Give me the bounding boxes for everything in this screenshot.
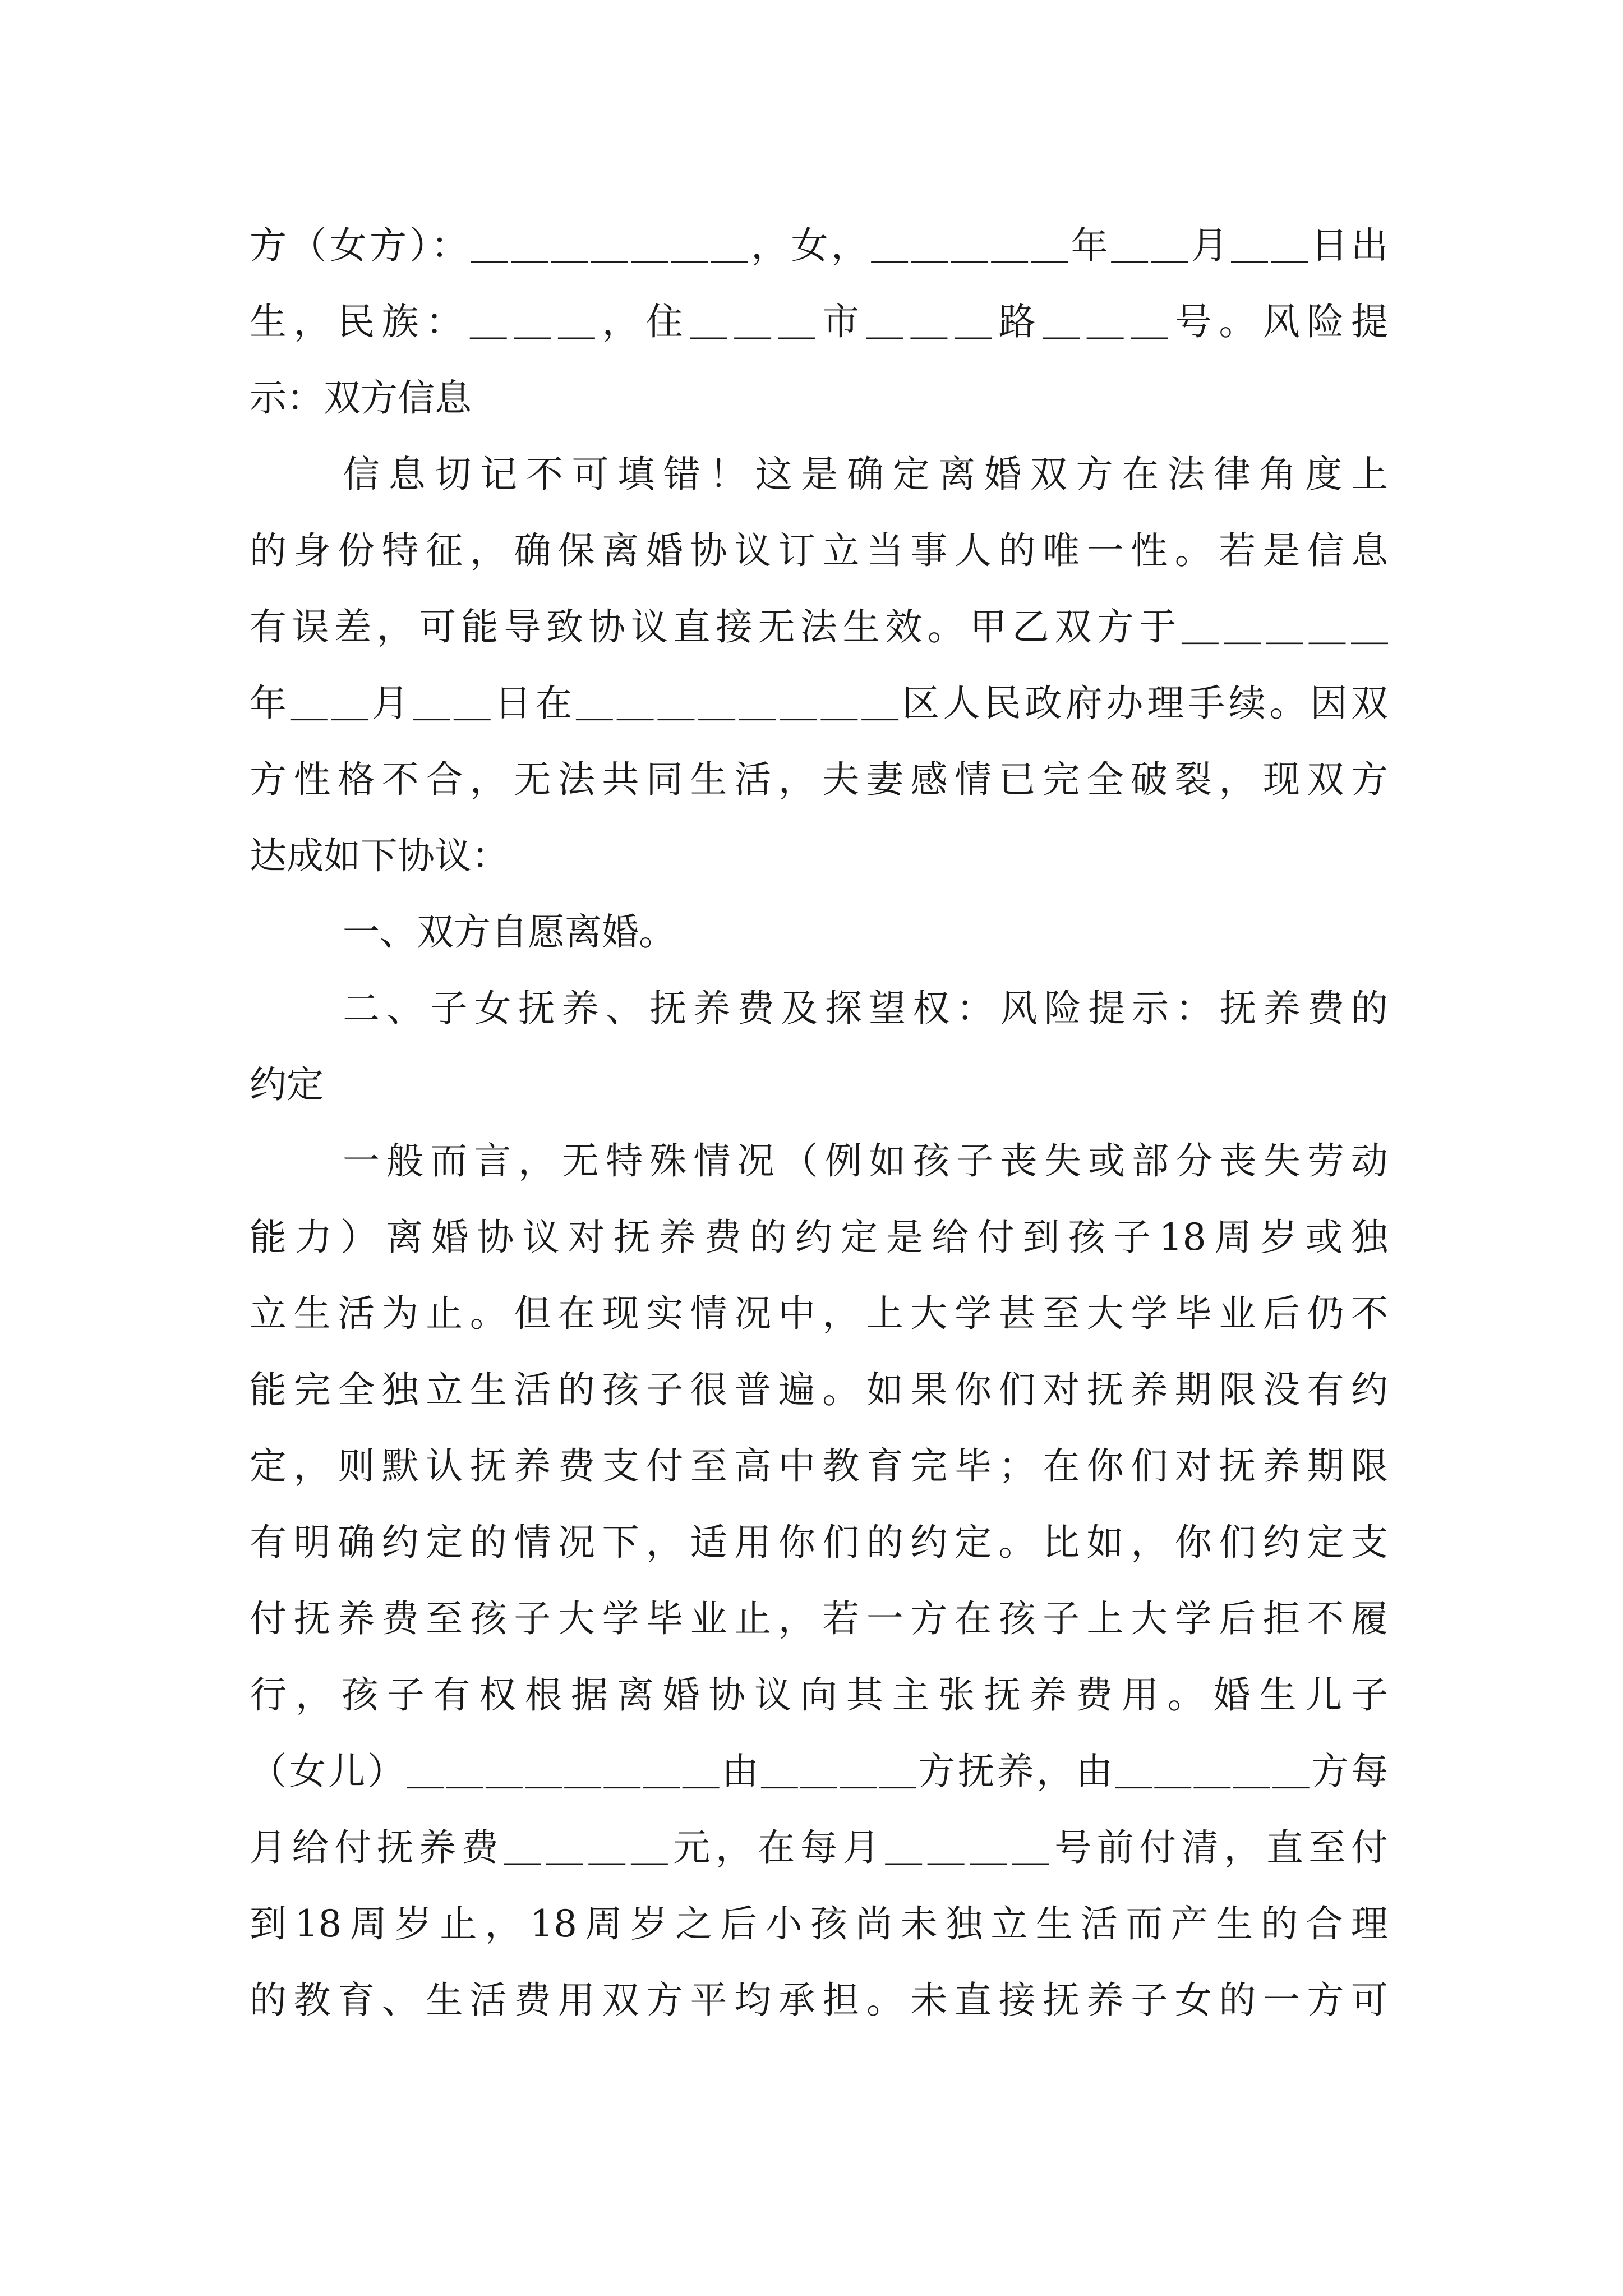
text-line: 约定 — [250, 1063, 324, 1106]
document-body — [250, 208, 1388, 2039]
text-line: 月给付抚养费＿＿＿＿元，在每月＿＿＿＿号前付清，直至付 — [250, 1826, 1388, 1869]
text-line: 付抚养费至孩子大学毕业止，若一方在孩子上大学后拒不履 — [250, 1597, 1388, 1640]
text-line: 达成如下协议： — [250, 834, 509, 877]
text-line: （女儿）＿＿＿＿＿＿＿＿由＿＿＿＿方抚养，由＿＿＿＿＿方每 — [250, 1750, 1388, 1793]
text-line: 年＿＿月＿＿日在＿＿＿＿＿＿＿＿区人民政府办理手续。因双 — [250, 682, 1388, 725]
text-line: 的身份特征，确保离婚协议订立当事人的唯一性。若是信息 — [250, 529, 1388, 572]
text-line: 能力）离婚协议对抚养费的约定是给付到孩子18周岁或独 — [250, 1216, 1388, 1259]
text-line: 有误差，可能导致协议直接无法生效。甲乙双方于＿＿＿＿＿ — [250, 605, 1388, 648]
text-line: 方（女方）：＿＿＿＿＿＿＿，女，＿＿＿＿＿年＿＿月＿＿日出 — [250, 224, 1388, 267]
text-line: 有明确约定的情况下，适用你们的约定。比如，你们约定支 — [250, 1521, 1388, 1564]
text-line: 能完全独立生活的孩子很普遍。如果你们对抚养期限没有约 — [250, 1368, 1388, 1411]
text-line: 示：双方信息 — [250, 376, 472, 420]
text-line: 一、双方自愿离婚。 — [343, 910, 676, 954]
text-line: 二、子女抚养、抚养费及探望权：风险提示：抚养费的 — [343, 987, 1388, 1030]
text-line: 方性格不合，无法共同生活，夫妻感情已完全破裂，现双方 — [250, 758, 1388, 801]
text-line: 定，则默认抚养费支付至高中教育完毕；在你们对抚养期限 — [250, 1444, 1388, 1488]
text-line: 的教育、生活费用双方平均承担。未直接抚养子女的一方可 — [250, 1978, 1388, 2022]
text-line: 立生活为止。但在现实情况中，上大学甚至大学毕业后仍不 — [250, 1292, 1388, 1335]
text-line: 行，孩子有权根据离婚协议向其主张抚养费用。婚生儿子 — [250, 1673, 1388, 1717]
text-line: 一般而言，无特殊情况（例如孩子丧失或部分丧失劳动 — [343, 1139, 1388, 1182]
text-line: 生，民族：＿＿＿，住＿＿＿市＿＿＿路＿＿＿号。风险提 — [250, 300, 1388, 343]
text-line: 信息切记不可填错！这是确定离婚双方在法律角度上 — [343, 453, 1388, 496]
text-line: 到18周岁止，18周岁之后小孩尚未独立生活而产生的合理 — [250, 1902, 1388, 1945]
